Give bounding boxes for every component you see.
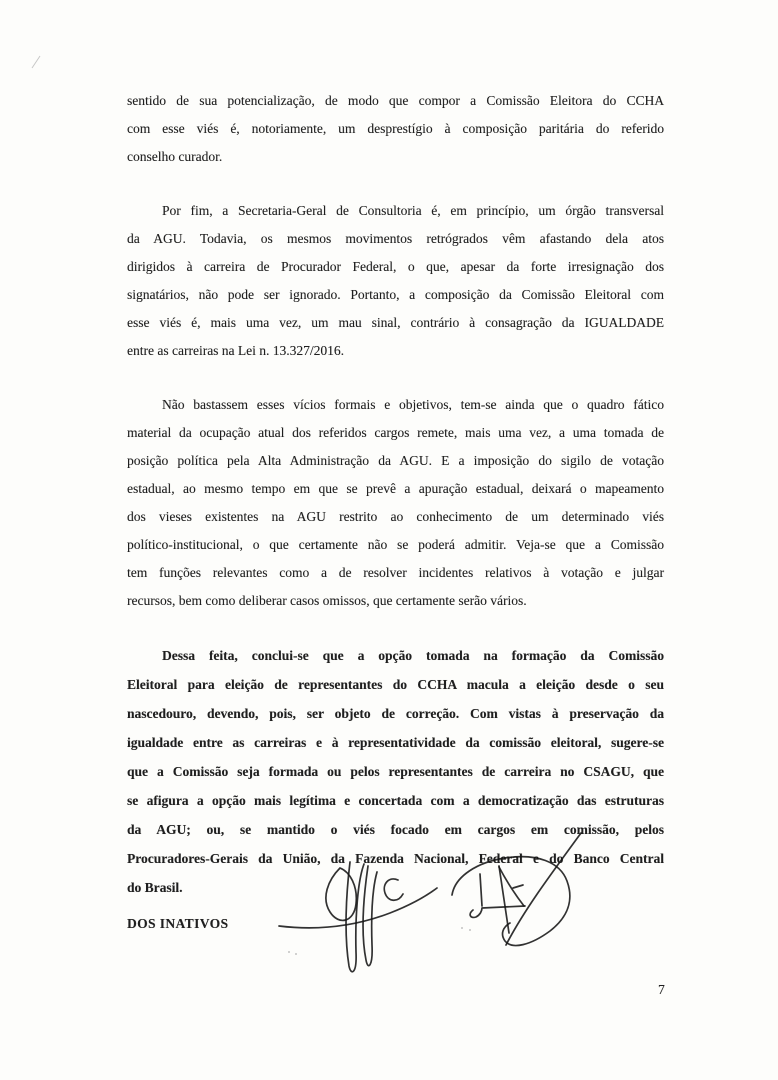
paragraph-por-fim <box>127 197 664 365</box>
page-number: 7 <box>658 982 665 997</box>
text-line: material da ocupação atual dos referidos cargos remete, mais uma vez, a uma tomada de <box>127 425 664 440</box>
text-line: recursos, bem como deliberar casos omissos, que certamente serão vários. <box>127 593 527 608</box>
text-line: posição política pela Alta Administração da AGU. E a imposição do sigilo de votação <box>127 453 664 468</box>
text-line: entre as carreiras na Lei n. 13.327/2016. <box>127 343 345 358</box>
text-line: Dessa feita, conclui-se que a opção tomada na formação da Comissão <box>162 648 664 663</box>
text-line: Procuradores-Gerais da União, da Fazenda Nacional, Federal e do Banco Central <box>127 851 664 866</box>
text-line: dos vieses existentes na AGU restrito ao conhecimento de um determinado viés <box>127 509 664 524</box>
text-line: Não bastassem esses vícios formais e objetivos, tem-se ainda que o quadro fático <box>162 397 664 412</box>
paragraph-continuation <box>127 87 664 171</box>
text-line: sentido de sua potencialização, de modo que compor a Comissão Eleitora do CCHA <box>127 93 664 108</box>
paragraph-nao-bastassem <box>127 391 664 615</box>
text-line: que a Comissão seja formada ou pelos representantes de carreira no CSAGU, que <box>127 764 664 779</box>
text-line: da AGU. Todavia, os mesmos movimentos retrógrados vêm afastando dela atos <box>127 231 664 246</box>
text-line: igualdade entre as carreiras e à representatividade da comissão eleitoral, sugere-se <box>127 735 664 750</box>
text-line: signatários, não pode ser ignorado. Portanto, a composição da Comissão Eleitoral com <box>127 287 664 302</box>
text-line: esse viés é, mais uma vez, um mau sinal, contrário à consagração da IGUALDADE <box>127 315 664 330</box>
section-heading-dos-inativos: DOS INATIVOS <box>127 916 229 931</box>
text-line: Eleitoral para eleição de representantes do CCHA macula a eleição desde o seu <box>127 677 664 692</box>
document-body <box>127 87 664 928</box>
text-line: se afigura a opção mais legítima e concertada com a democratização das estruturas <box>127 793 664 808</box>
text-line: com esse viés é, notoriamente, um desprestígio à composição paritária do referido <box>127 121 664 136</box>
text-line: nascedouro, devendo, pois, ser objeto de correção. Com vistas à preservação da <box>127 706 664 721</box>
text-line: tem funções relevantes como a de resolver incidentes relativos à votação e julgar <box>127 565 664 580</box>
text-line: estadual, ao mesmo tempo em que se prevê a apuração estadual, deixará o mapeamento <box>127 481 664 496</box>
text-line: dirigidos à carreira de Procurador Federal, o que, apesar da forte irresignação dos <box>127 259 664 274</box>
text-line: da AGU; ou, se mantido o viés focado em cargos em comissão, pelos <box>127 822 664 837</box>
paragraph-conclusao <box>127 641 664 902</box>
stray-pen-mark <box>32 56 40 68</box>
text-line: do Brasil. <box>127 880 183 895</box>
text-line: Por fim, a Secretaria-Geral de Consultoria é, em princípio, um órgão transversal <box>162 203 664 218</box>
text-line: conselho curador. <box>127 149 223 164</box>
text-line: político-institucional, o que certamente não se poderá admitir. Veja-se que a Comissão <box>127 537 664 552</box>
